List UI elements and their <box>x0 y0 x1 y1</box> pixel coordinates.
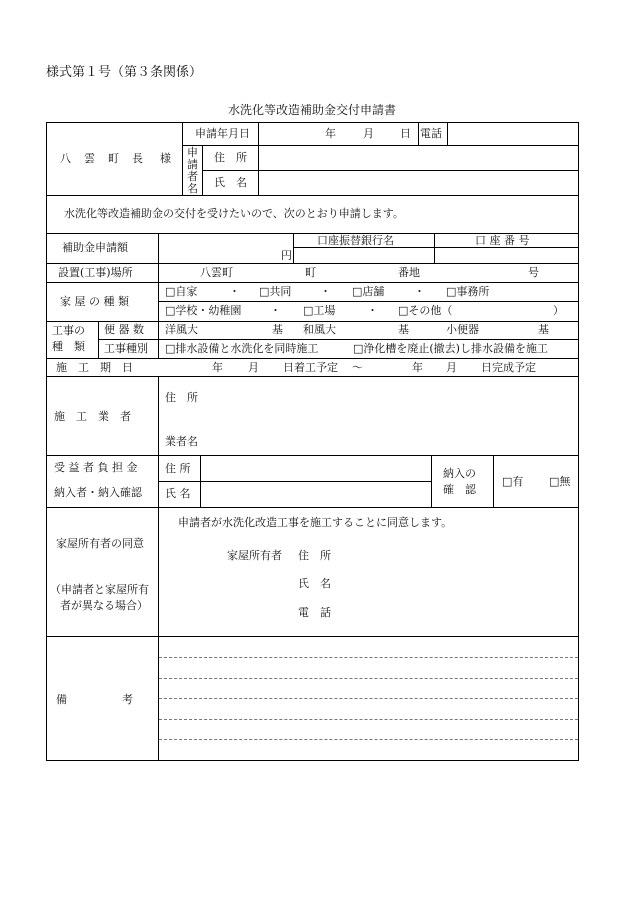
house-checkbox[interactable]: □学校・幼稚園 <box>165 304 242 317</box>
house-checkbox[interactable]: □自家 <box>165 285 198 298</box>
site-town: 八雲町 <box>200 266 233 279</box>
site-go: 号 <box>528 266 539 279</box>
period-start: 日着工予定 <box>283 361 338 374</box>
period-month-end: 月 <box>446 361 457 374</box>
applicant-side-label-1: 申 <box>187 146 198 159</box>
work-group-label-1: 工事の <box>52 324 85 337</box>
period-label: 施 工 期 日 <box>56 361 133 374</box>
house-separator: ・ <box>229 285 240 298</box>
applicant-name-label: 氏 名 <box>214 176 247 189</box>
period-tilde: ～ <box>352 361 363 374</box>
toilet-unit: 基 <box>272 323 283 336</box>
remarks-label: 備 考 <box>56 693 133 706</box>
payment-yes-checkbox[interactable]: □有 <box>502 475 524 488</box>
owner-name-label: 氏 名 <box>298 577 331 590</box>
account-label: 口 座 番 号 <box>475 234 530 247</box>
period-year-end: 年 <box>412 361 423 374</box>
applicant-address-label: 住 所 <box>214 151 247 164</box>
addressee-town: 八 雲 町 長 <box>60 152 144 165</box>
period-end: 日完成予定 <box>481 361 536 374</box>
house-separator: ・ <box>270 304 281 317</box>
toilet-unit: 基 <box>538 323 549 336</box>
period-month: 月 <box>248 361 259 374</box>
house-separator: ・ <box>367 304 378 317</box>
site-cho: 町 <box>305 266 316 279</box>
owner-note-1: （申請者と家屋所有 <box>50 583 149 596</box>
owner-consent-label: 家屋所有者の同意 <box>56 537 144 550</box>
house-label: 家 屋 の 種 類 <box>60 295 129 308</box>
work-group-label-2: 種 類 <box>52 340 85 353</box>
addressee-honorific: 様 <box>160 152 171 165</box>
work-type-checkbox[interactable]: □排水設備と水洗化を同時施工 <box>165 342 319 355</box>
applicant-side-label-3: 者 <box>187 170 198 183</box>
date-label: 申請年月日 <box>195 127 250 140</box>
payment-no-checkbox[interactable]: □無 <box>549 475 571 488</box>
date-day: 日 <box>400 127 411 140</box>
date-year: 年 <box>325 127 336 140</box>
application-statement: 水洗化等改造補助金の交付を受けたいので、次のとおり申請します。 <box>64 207 404 220</box>
owner-address-label: 住 所 <box>298 549 331 562</box>
toilet-type: 和風大 <box>303 323 336 336</box>
subsidy-yen: 円 <box>281 249 292 262</box>
site-label: 設置(工事)場所 <box>58 266 133 279</box>
owner-phone-label: 電 話 <box>298 606 331 619</box>
contractor-label: 施 工 業 者 <box>54 410 131 423</box>
date-month: 月 <box>363 127 374 140</box>
toilet-type: 洋風大 <box>165 323 198 336</box>
house-checkbox[interactable]: □その他（ <box>398 304 453 317</box>
beneficiary-address-label: 住 所 <box>165 462 191 475</box>
toilet-type: 小便器 <box>446 323 479 336</box>
toilet-unit: 基 <box>398 323 409 336</box>
house-checkbox[interactable]: □工場 <box>303 304 336 317</box>
work-type-label: 工事種別 <box>104 342 148 355</box>
owner-label: 家屋所有者 <box>227 549 282 562</box>
phone-label: 電話 <box>420 127 442 140</box>
contractor-address-label: 住 所 <box>165 391 198 404</box>
house-checkbox[interactable]: □共同 <box>259 285 292 298</box>
beneficiary-name-label: 氏 名 <box>165 487 191 500</box>
period-year: 年 <box>212 361 223 374</box>
bank-label: 口座振替銀行名 <box>317 234 394 247</box>
house-separator: ・ <box>414 285 425 298</box>
subsidy-label: 補助金申請額 <box>62 241 128 254</box>
house-checkbox[interactable]: □店舗 <box>352 285 385 298</box>
house-checkbox[interactable]: □事務所 <box>446 285 490 298</box>
beneficiary-label-2: 納入者・納入確認 <box>54 486 142 499</box>
house-separator: ・ <box>320 285 331 298</box>
applicant-side-label-2: 請 <box>187 158 198 171</box>
form-number: 様式第１号（第３条関係） <box>46 65 203 80</box>
form-title: 水洗化等改造補助金交付申請書 <box>228 103 397 117</box>
house-close-paren: ） <box>553 304 564 317</box>
work-type-checkbox[interactable]: □浄化槽を廃止(撤去)し排水設備を施工 <box>353 342 548 355</box>
toilet-count-label: 便 器 数 <box>104 323 144 336</box>
payment-confirm-label-2: 確 認 <box>443 483 476 496</box>
owner-consent-text: 申請者が水洗化改造工事を施工することに同意します。 <box>178 516 453 529</box>
site-banchi: 番地 <box>398 266 420 279</box>
payment-confirm-label-1: 納入の <box>443 467 476 480</box>
applicant-side-label-4: 名 <box>187 182 198 195</box>
contractor-name-label: 業者名 <box>165 435 198 448</box>
owner-note-2: 者が異なる場合） <box>60 599 148 612</box>
beneficiary-label-1: 受 益 者 負 担 金 <box>54 461 138 474</box>
